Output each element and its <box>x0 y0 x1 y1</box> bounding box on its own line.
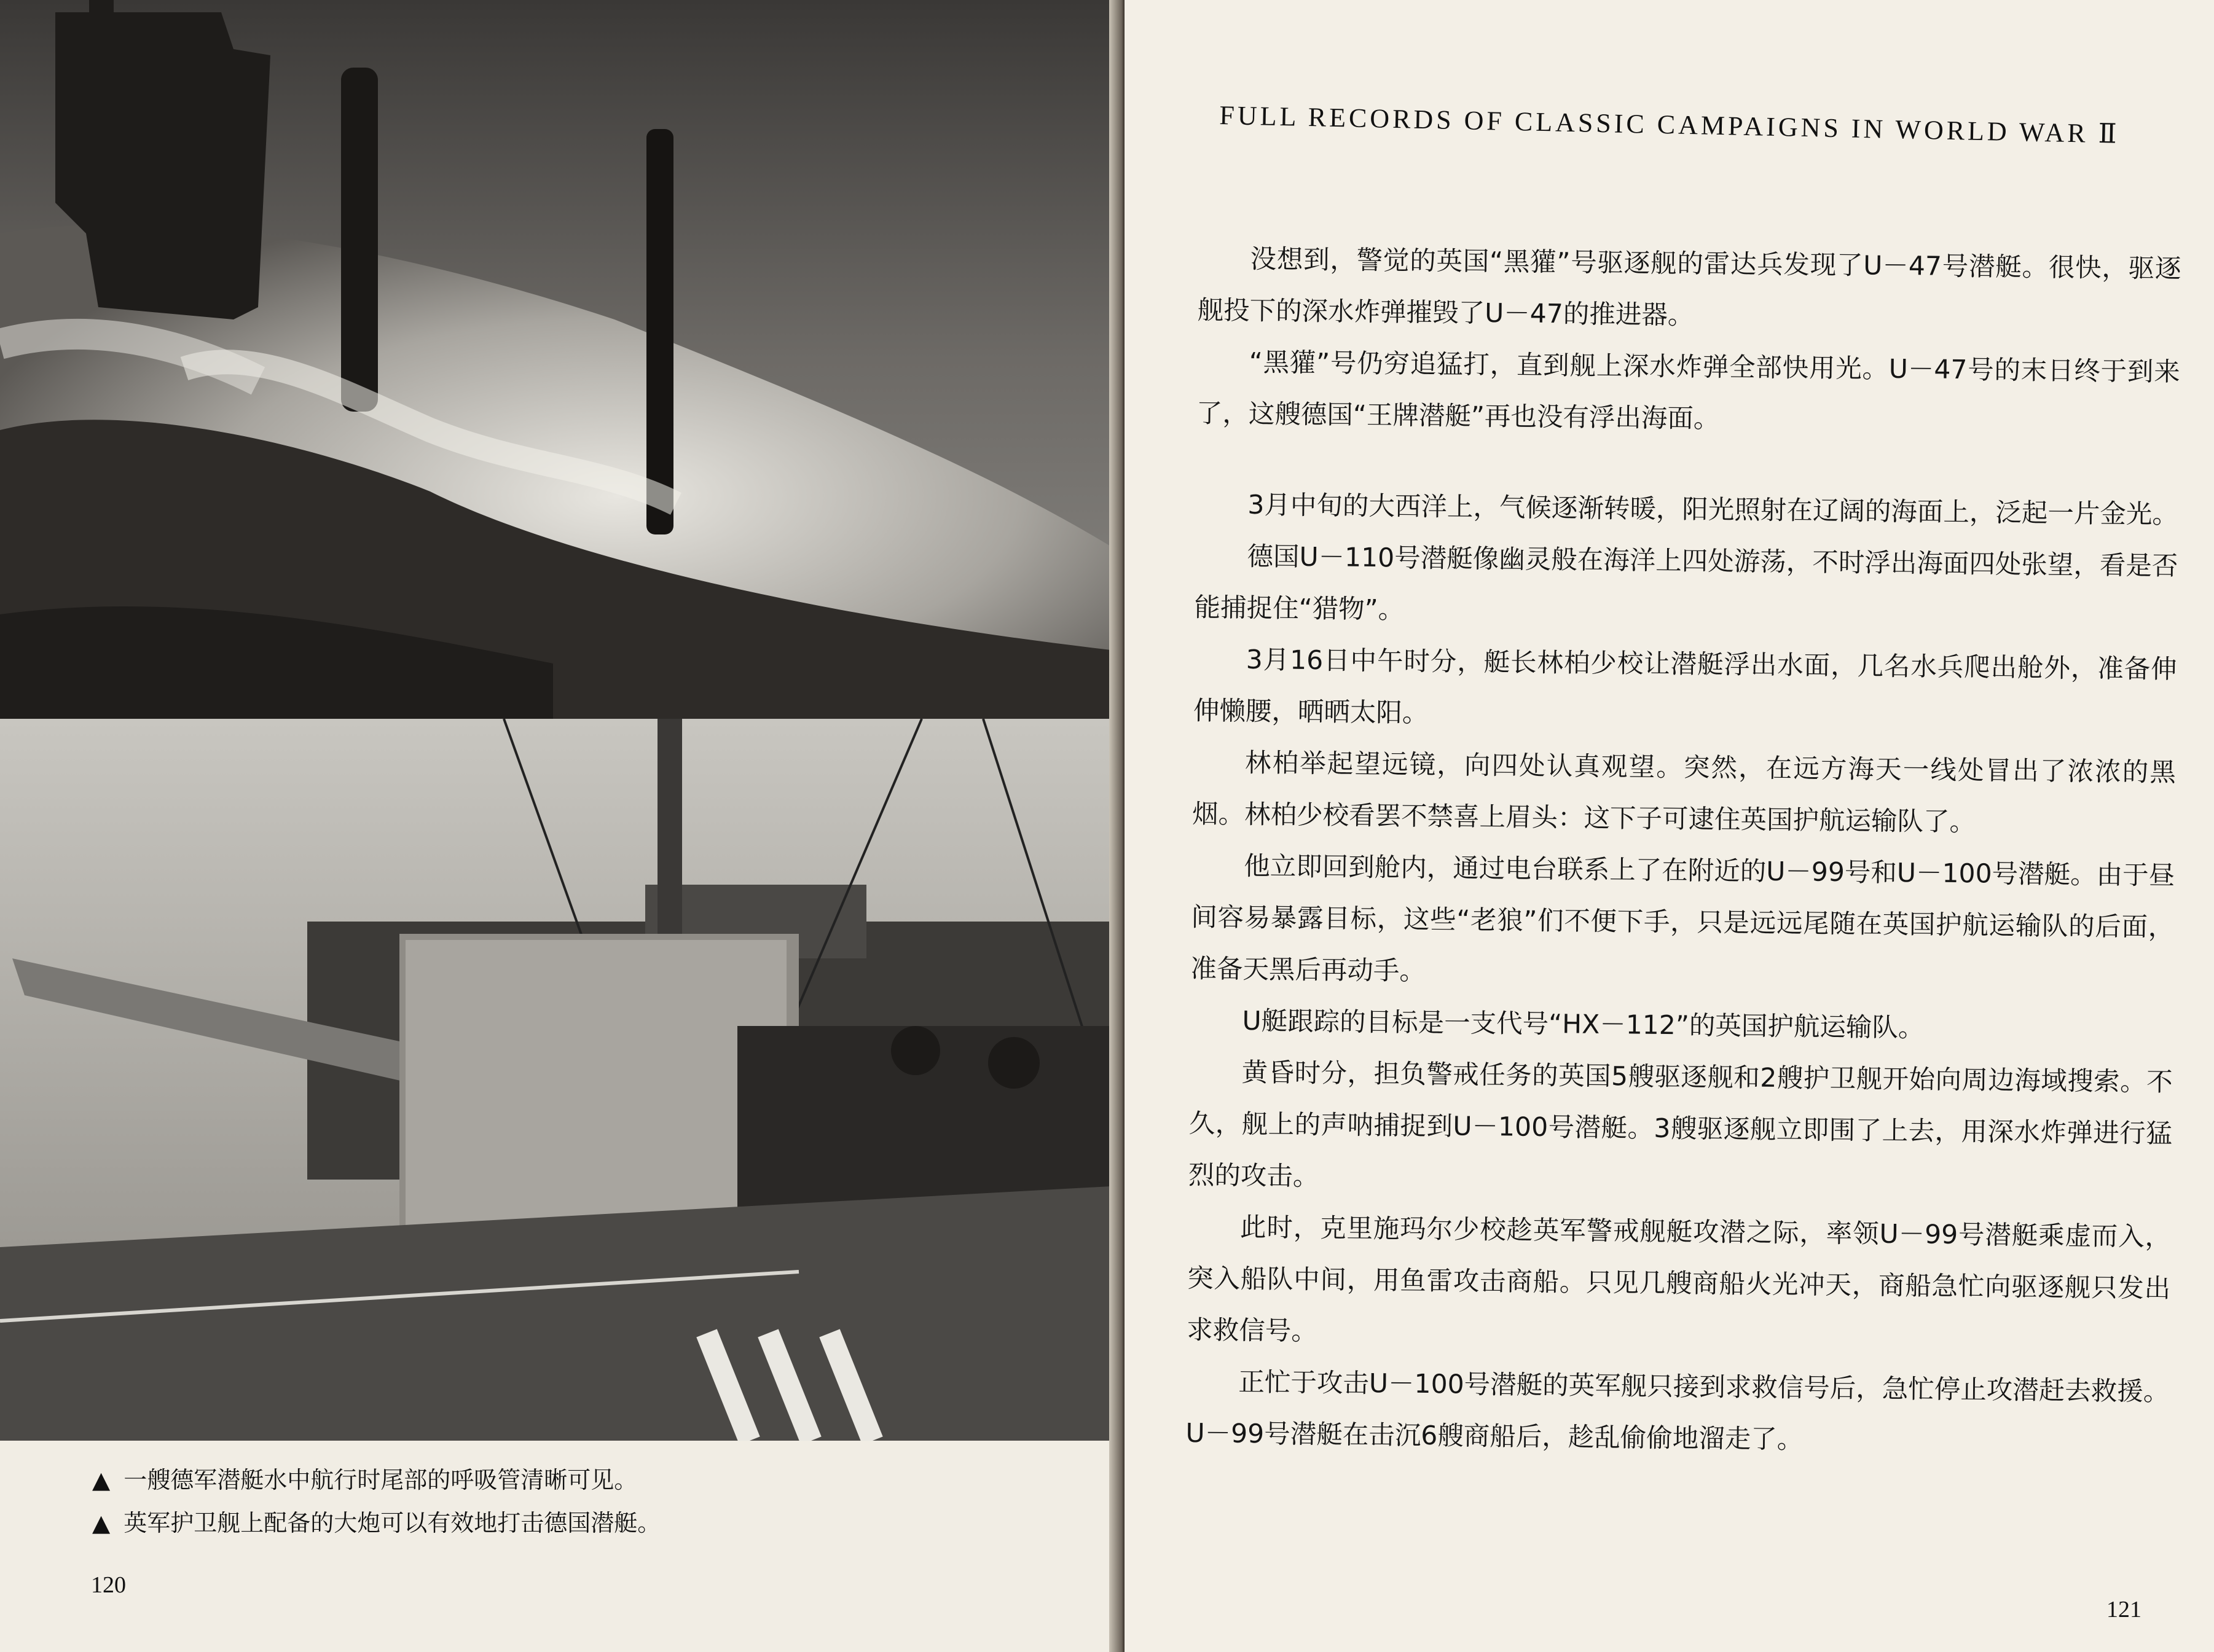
submarine-snorkel-photo <box>0 0 1121 719</box>
paragraph: 林柏举起望远镜，向四处认真观望。突然，在远方海天一线处冒出了浓浓的黑烟。林柏少校看罢不禁喜上眉头：这下子可逮住英国护航运输队了。 <box>1191 748 2177 838</box>
triangle-marker-icon: ▲ <box>92 1466 111 1493</box>
running-head: FULL RECORDS OF CLASSIC CAMPAIGNS IN WORLD WAR Ⅱ <box>1219 100 2121 149</box>
page-number-right: 121 <box>2106 1597 2141 1623</box>
page-number-left: 120 <box>91 1572 126 1598</box>
paragraph: 3月中旬的大西洋上，气候逐渐转暖，阳光照射在辽阔的海面上，泛起一片金光。 <box>1247 490 2179 530</box>
paragraph: 此时，克里施玛尔少校趁英军警戒舰艇攻潜之际，率领U－99号潜艇乘虚而入，突入船队中间，用鱼雷攻击商船。只见几艘商船火光冲天，商船急忙向驱逐舰只发出求救信号。 <box>1187 1212 2172 1347</box>
paragraph: U艇跟踪的目标是一支代号“HX－112”的英国护航运输队。 <box>1242 1006 1925 1044</box>
escort-ship-gun-photo <box>0 719 1121 1441</box>
body-text <box>1185 233 2181 1470</box>
paragraph: 他立即回到舱内，通过电台联系上了在附近的U－99号和U－100号潜艇。由于昼间容易暴露目标，这些“老狼”们不便下手，只是远远尾随在英国护航运输队的后面，准备天黑后再动手。 <box>1190 851 2175 987</box>
triangle-marker-icon: ▲ <box>92 1509 111 1537</box>
paragraph: 3月16日中午时分，艇长林柏少校让潜艇浮出水面，几名水兵爬出舱外，准备伸伸懒腰，晒晒太阳。 <box>1193 644 2177 729</box>
photo-caption-1: ▲ 一艘德军潜艇水中航行时尾部的呼吸管清晰可见。 <box>92 1466 638 1493</box>
paragraph: “黑獾”号仍穷追猛打，直到舰上深水炸弹全部快用光。U－47号的末日终于到来了，这艘德国“王牌潜艇”再也没有浮出海面。 <box>1196 347 2180 434</box>
right-page <box>1125 0 2214 1652</box>
paragraph: 没想到，警觉的英国“黑獾”号驱逐舰的雷达兵发现了U－47号潜艇。很快，驱逐舰投下的深水炸弹摧毁了U－47的推进器。 <box>1197 244 2181 331</box>
paragraph: 黄昏时分，担负警戒任务的英国5艘驱逐舰和2艘护卫舰开始向周边海域搜索。不久，舰上的声呐捕捉到U－100号潜艇。3艘驱逐舰立即围了上去，用深水炸弹进行猛烈的攻击。 <box>1188 1057 2173 1192</box>
paragraph: 德国U－110号潜艇像幽灵般在海洋上四处游荡，不时浮出海面四处张望，看是否能捕捉住“猎物”。 <box>1194 541 2178 625</box>
photo-caption-2: ▲ 英军护卫舰上配备的大炮可以有效地打击德国潜艇。 <box>92 1509 661 1537</box>
paragraph: 正忙于攻击U－100号潜艇的英军舰只接到求救信号后，急忙停止攻潜赶去救援。U－99号潜艇在击沉6艘商船后，趁乱偷偷地溜走了。 <box>1185 1367 2170 1455</box>
